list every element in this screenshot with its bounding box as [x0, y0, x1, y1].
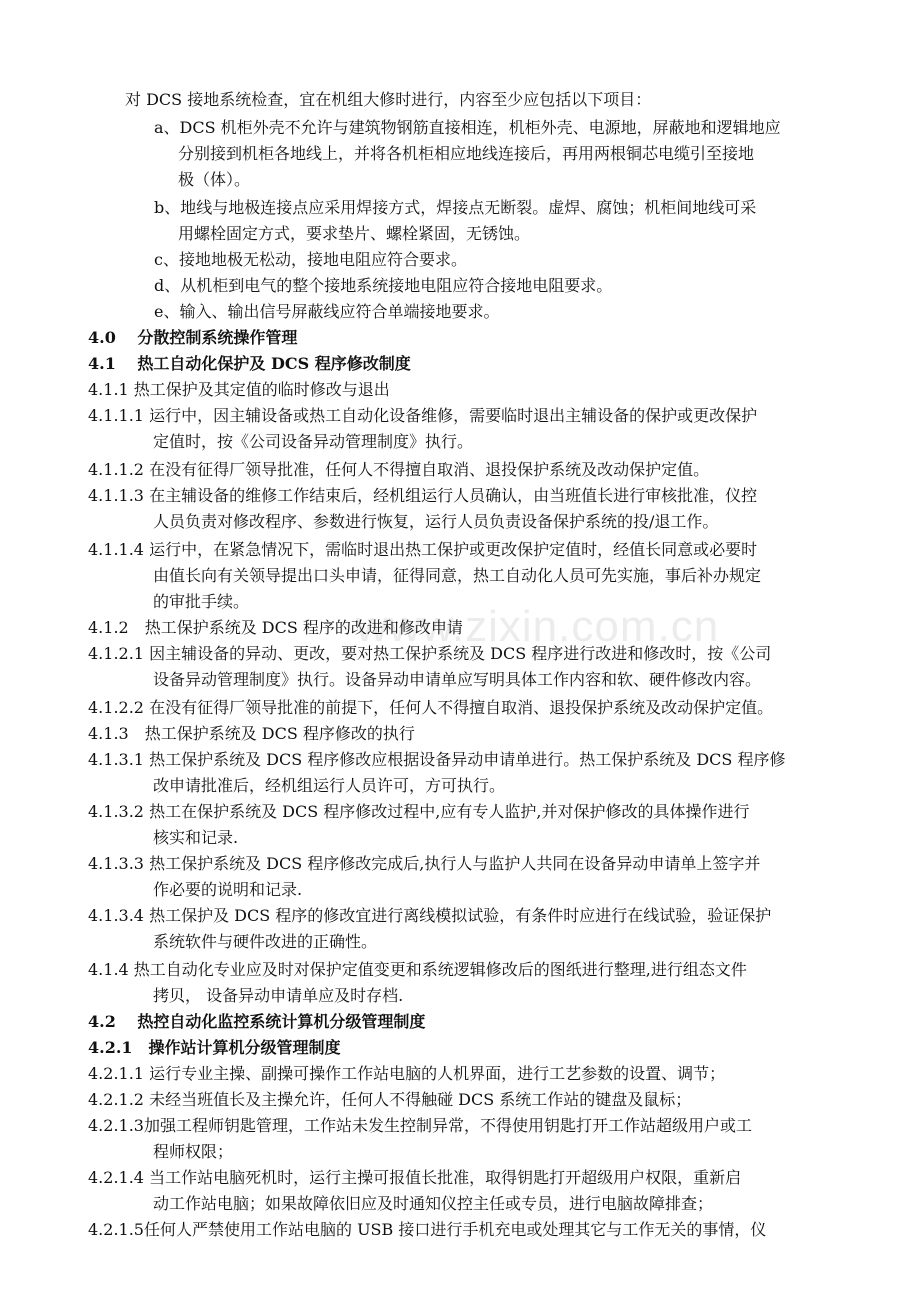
text-line: 4.1.3.3 热工保护系统及 DCS 程序修改完成后,执行人与监护人共同在设备异动申请单上签字并: [88, 854, 761, 873]
text-line: 核实和记录.: [153, 828, 239, 847]
text-line: 动工作站电脑；如果故障依旧应及时通知仪控主任或专员，进行电脑故障排查；: [153, 1194, 714, 1213]
section-heading: 4.0 分散控制系统操作管理: [88, 328, 298, 347]
text-line: 定值时，按《公司设备异动管理制度》执行。: [153, 432, 474, 451]
text-line: 4.1.1.4 运行中，在紧急情况下，需临时退出热工保护或更改保护定值时，经值长同意或必要时: [88, 540, 758, 559]
text-line: 4.2.1.5任何人严禁使用工作站电脑的 USB 接口进行手机充电或处理其它与工作无关的事情，仪: [88, 1220, 767, 1239]
text-line: 作必要的说明和记录.: [153, 880, 303, 899]
text-line: d、从机柜到电气的整个接地系统接地电阻应符合接地电阻要求。: [154, 276, 613, 295]
text-line: 用螺栓固定方式，要求垫片、螺栓紧固，无锈蚀。: [178, 224, 531, 243]
section-heading: 4.1 热工自动化保护及 DCS 程序修改制度: [88, 354, 411, 373]
text-line: 4.2.1.1 运行专业主操、副操可操作工作站电脑的人机界面，进行工艺参数的设置、调节；: [88, 1064, 726, 1083]
text-line: 改申请批准后，经机组运行人员许可，方可执行。: [153, 776, 506, 795]
subsection-heading: 4.1.3 热工保护系统及 DCS 程序修改的执行: [88, 724, 415, 743]
text-line: c、接地地极无松动，接地电阻应符合要求。: [154, 250, 467, 269]
text-line: a、DCS 机柜外壳不允许与建筑物钢筋直接相连，机柜外壳、电源地，屏蔽地和逻辑地应: [154, 118, 781, 137]
text-line: 4.1.2.2 在没有征得厂领导批准的前提下，任何人不得擅自取消、退投保护系统及改动保护定值。: [88, 698, 774, 717]
text-line: 4.2.1.2 未经当班值长及主操允许，任何人不得触碰 DCS 系统工作站的键盘及鼠标；: [88, 1090, 692, 1109]
text-line: 4.1.1.2 在没有征得厂领导批准，任何人不得擅自取消、退投保护系统及改动保护定值。: [88, 460, 710, 479]
text-line: 极（体）。: [178, 170, 251, 189]
text-line: 人员负责对修改程序、参数进行恢复，运行人员负责设备保护系统的投/退工作。: [153, 512, 719, 531]
text-line: 分别接到机柜各地线上，并将各机柜相应地线连接后，再用两根铜芯电缆引至接地: [178, 144, 755, 163]
subsection-heading: 4.2.1 操作站计算机分级管理制度: [88, 1038, 341, 1057]
text-line: 4.1.1.1 运行中，因主辅设备或热工自动化设备维修，需要临时退出主辅设备的保护或更改保护: [88, 406, 758, 425]
text-line: b、地线与地极连接点应采用焊接方式，焊接点无断裂。虚焊、腐蚀；机柜间地线可采: [154, 198, 757, 217]
text-line: 4.2.1.4 当工作站电脑死机时，运行主操可报值长批准，取得钥匙打开超级用户权限，重新启: [88, 1168, 742, 1187]
text-line: 4.1.3.1 热工保护系统及 DCS 程序修改应根据设备异动申请单进行。热工保护系统及 DCS 程序修: [88, 750, 786, 769]
text-line: e、输入、输出信号屏蔽线应符合单端接地要求。: [154, 302, 500, 321]
section-heading: 4.2 热控自动化监控系统计算机分级管理制度: [88, 1012, 426, 1031]
text-line: 4.1.2.1 因主辅设备的异动、更改，要对热工保护系统及 DCS 程序进行改进和修改时，按《公司: [88, 644, 772, 663]
text-line: 4.2.1.3加强工程师钥匙管理，工作站未发生控制异常，不得使用钥匙打开工作站超级用户或工: [88, 1116, 752, 1135]
text-line: 系统软件与硬件改进的正确性。: [153, 932, 378, 951]
text-line: 对 DCS 接地系统检查，宜在机组大修时进行，内容至少应包括以下项目：: [125, 90, 652, 109]
text-line: 4.1.3.2 热工在保护系统及 DCS 程序修改过程中,应有专人监护,并对保护修改的具体操作进行: [88, 802, 750, 821]
subsection-heading: 4.1.2 热工保护系统及 DCS 程序的改进和修改申请: [88, 618, 463, 637]
text-line: 4.1.1.3 在主辅设备的维修工作结束后，经机组运行人员确认，由当班值长进行审核批准，仪控: [88, 486, 758, 505]
watermark: www.zixin.com.cn: [356, 602, 720, 651]
text-line: 由值长向有关领导提出口头申请，征得同意，热工自动化人员可先实施，事后补办规定: [153, 566, 762, 585]
subsection-heading: 4.1.1 热工保护及其定值的临时修改与退出: [88, 380, 390, 399]
text-line: 程师权限；: [153, 1142, 234, 1161]
text-line: 4.1.3.4 热工保护及 DCS 程序的修改宜进行离线模拟试验，有条件时应进行在线试验，验证保护: [88, 906, 772, 925]
text-line: 拷贝， 设备异动申请单应及时存档.: [153, 986, 404, 1005]
text-line: 的审批手续。: [153, 592, 250, 611]
text-line: 设备异动管理制度》执行。设备异动申请单应写明具体工作内容和软、硬件修改内容。: [153, 670, 762, 689]
text-line: 4.1.4 热工自动化专业应及时对保护定值变更和系统逻辑修改后的图纸进行整理,进行组态文件: [88, 960, 747, 979]
